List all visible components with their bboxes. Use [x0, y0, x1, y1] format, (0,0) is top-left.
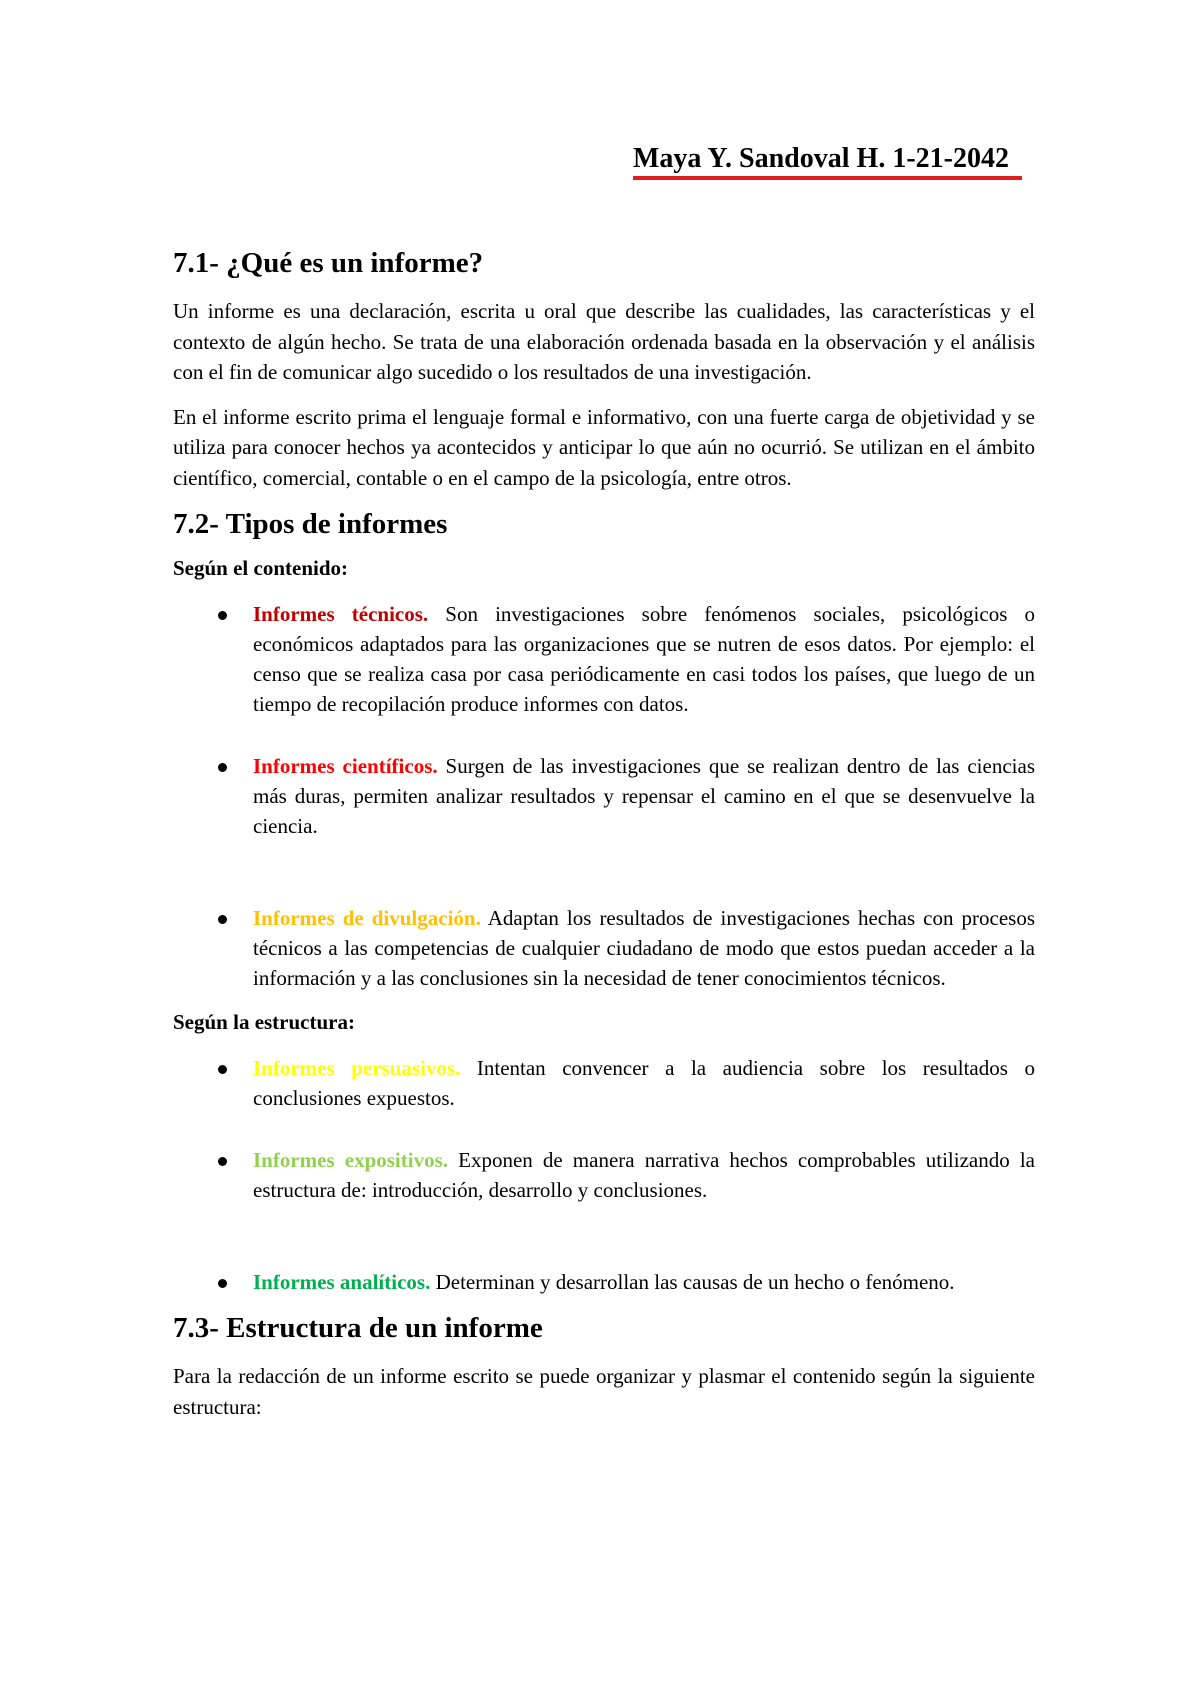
- list-item: [173, 1267, 1035, 1297]
- subheading-contenido: Según el contenido:: [173, 556, 349, 580]
- bullet-icon: [218, 915, 227, 924]
- list-item: [173, 599, 1035, 719]
- bullet-icon: [218, 1065, 227, 1074]
- list-estructura: [173, 1053, 1035, 1297]
- bullet-icon: [218, 1279, 227, 1288]
- list-item-text: Determinan y desarrollan las causas de un hecho o fenómeno.: [430, 1270, 955, 1294]
- author-underline: [633, 176, 1022, 180]
- paragraph: En el informe escrito prima el lenguaje formal e informativo, con una fuerte carga de objetividad y se utiliza para conocer hechos ya acontecidos y anticipar lo que aún no ocurrió. Se utilizan en el ámbito científico, comercial, contable o en el campo de la psicología, entre otros.: [173, 404, 1035, 490]
- subheading-estructura: Según la estructura:: [173, 1010, 355, 1034]
- paragraph: Para la redacción de un informe escrito se puede organizar y plasmar el contenido según la siguiente estructura:: [173, 1364, 1035, 1419]
- list-item-term: Informes persuasivos.: [253, 1056, 461, 1080]
- section-title-7-1: 7.1- ¿Qué es un informe?: [173, 247, 484, 279]
- list-contenido: [173, 599, 1035, 993]
- list-item-term: Informes técnicos.: [253, 602, 429, 626]
- list-item-term: Informes analíticos.: [253, 1270, 431, 1294]
- list-item-text: Exponen de manera narrativa hechos comprobables utilizando la estructura de: introducción, desarrollo y conclusiones.: [253, 1148, 1035, 1202]
- section-title-7-2: 7.2- Tipos de informes: [173, 508, 448, 540]
- list-item-term: Informes de divulgación.: [253, 906, 481, 930]
- section-title-7-3: 7.3- Estructura de un informe: [173, 1312, 543, 1344]
- document-body: [173, 244, 1035, 1422]
- list-item: [173, 903, 1035, 993]
- bullet-icon: [218, 763, 227, 772]
- list-item-text: Son investigaciones sobre fenómenos sociales, psicológicos o económicos adaptados para las organizaciones que se nutren de esos datos. Por ejemplo: el censo que se realiza casa por casa periódicamente en casi todos los países, que luego de un tiempo de recopilación produce informes con datos.: [253, 602, 1035, 716]
- list-item: [173, 1053, 1035, 1113]
- paragraph: Un informe es una declaración, escrita u oral que describe las cualidades, las características y el contexto de algún hecho. Se trata de una elaboración ordenada basada en la observación y el análisis con el fin de comunicar algo sucedido o los resultados de una investigación.: [173, 299, 1035, 384]
- list-item-text: Surgen de las investigaciones que se realizan dentro de las ciencias más duras, permiten analizar resultados y repensar el camino en el que se desenvuelve la ciencia.: [253, 754, 1035, 838]
- bullet-icon: [218, 1157, 227, 1166]
- list-item: [173, 751, 1035, 841]
- list-item: [173, 1145, 1035, 1205]
- list-item-text: Intentan convencer a la audiencia sobre los resultados o conclusiones expuestos.: [253, 1056, 1035, 1110]
- bullet-icon: [218, 611, 227, 620]
- list-item-text: Adaptan los resultados de investigaciones hechas con procesos técnicos a las competencias de cualquier ciudadano de modo que estos puedan acceder a la información y a las conclusiones sin la necesidad de tener conocimientos técnicos.: [253, 906, 1035, 990]
- author-header: Maya Y. Sandoval H. 1-21-2042: [633, 143, 1009, 174]
- list-item-term: Informes científicos.: [253, 754, 438, 778]
- list-item-term: Informes expositivos.: [253, 1148, 449, 1172]
